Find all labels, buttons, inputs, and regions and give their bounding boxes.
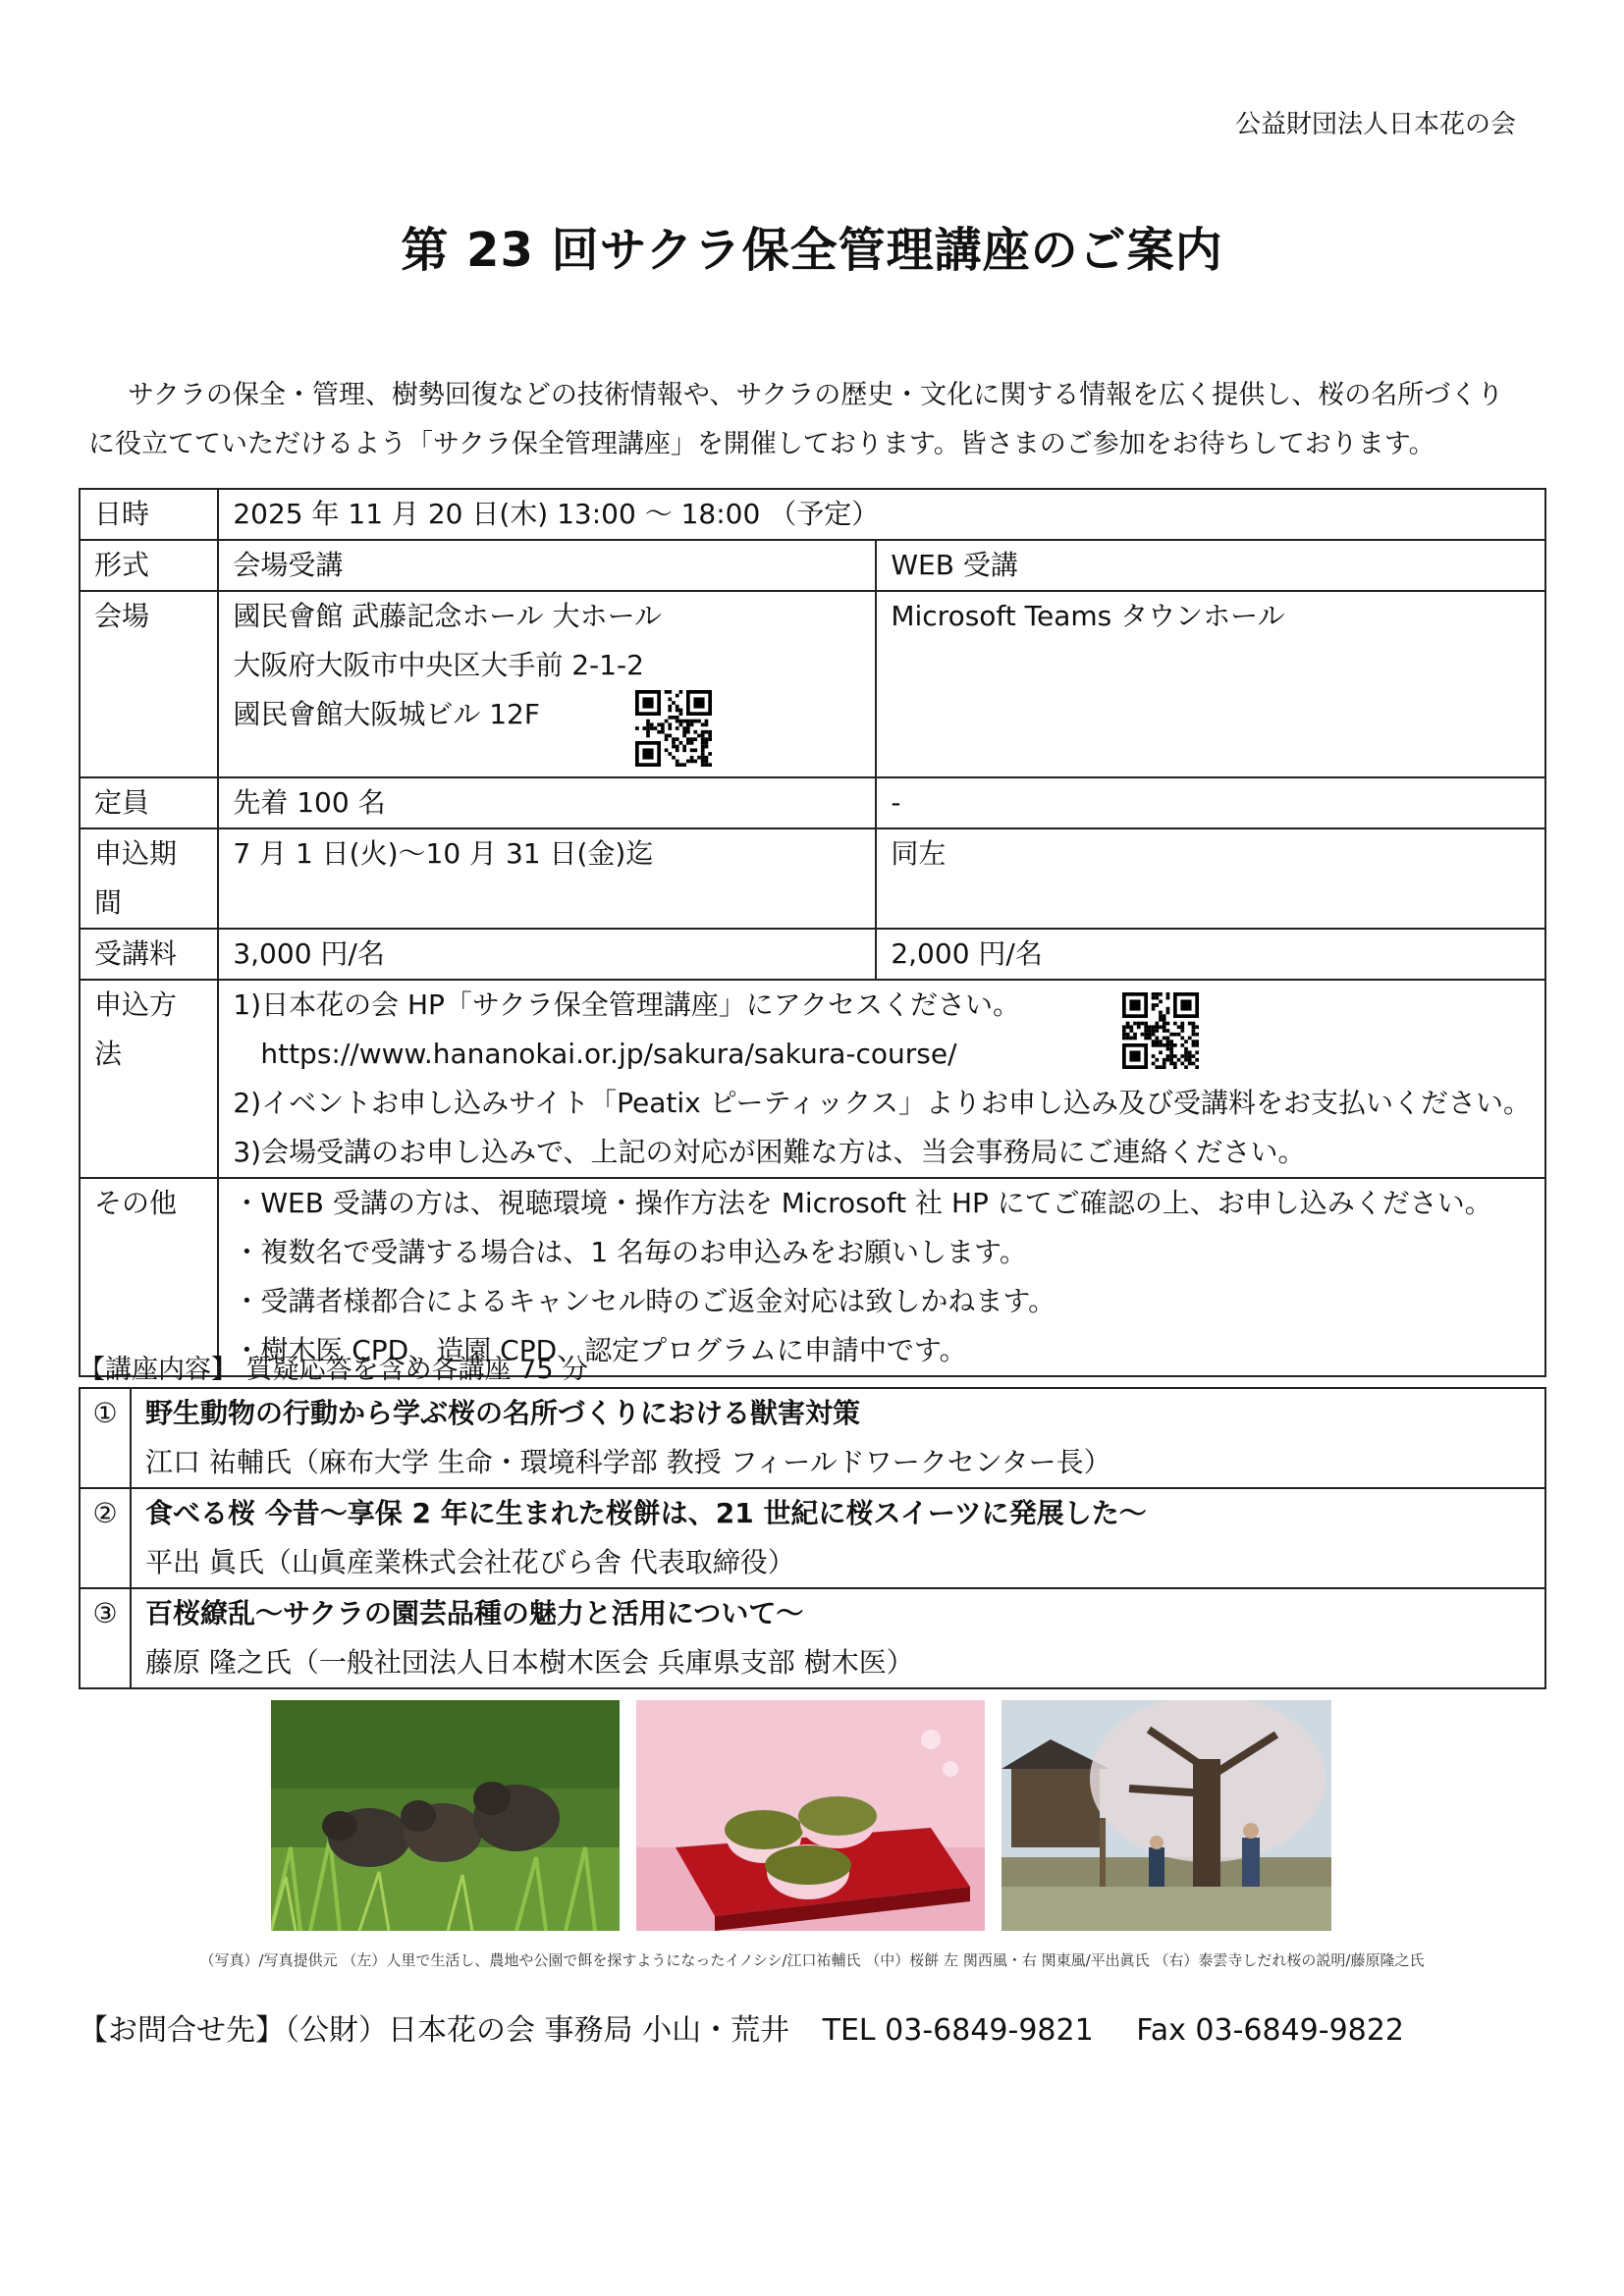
- lecture-title: 食べる桜 今昔～享保 2 年に生まれた桜餅は、21 世紀に桜スイーツに発展した～: [145, 1497, 1147, 1529]
- label-datetime: 日時: [80, 489, 218, 540]
- period-venue: 7 月 1 日(火)～10 月 31 日(金)迄: [218, 828, 876, 929]
- label-method: 申込方法: [80, 980, 218, 1178]
- contact-phone[interactable]: TEL 03-6849-9821: [822, 2013, 1094, 2048]
- label-format: 形式: [80, 540, 218, 591]
- lecture-row: [80, 1388, 1545, 1488]
- note-item: ・受講者様都合によるキャンセル時のご返金対応は致しかねます。: [233, 1285, 1056, 1317]
- row-place: [80, 591, 1545, 777]
- other-notes: [218, 1178, 1545, 1376]
- intro-line-1: サクラの保全・管理、樹勢回復などの技術情報や、サクラの歴史・文化に関する情報を広く提供し、桜の名所づくり: [128, 380, 1504, 410]
- venue-address: 大阪府大阪市中央区大手前 2-1-2: [233, 649, 644, 681]
- fee-web: 2,000 円/名: [876, 929, 1545, 980]
- label-capacity: 定員: [80, 777, 218, 828]
- lecture-title: 百桜繚乱～サクラの園芸品種の魅力と活用について～: [145, 1597, 804, 1629]
- format-venue: 会場受講: [218, 540, 876, 591]
- lecture-detail: [131, 1588, 1545, 1688]
- value-datetime: 2025 年 11 月 20 日(木) 13:00 ～ 18:00 （予定）: [218, 489, 1545, 540]
- lecture-speaker: 藤原 隆之氏（一般社団法人日本樹木医会 兵庫県支部 樹木医）: [145, 1646, 914, 1679]
- row-other: [80, 1178, 1545, 1376]
- lecture-number: ①: [80, 1388, 131, 1488]
- wild-boar-photo: [271, 1700, 620, 1931]
- intro-paragraph: [88, 371, 1542, 469]
- sakura-mochi-photo: [636, 1700, 985, 1931]
- row-format: [80, 540, 1545, 591]
- label-period: 申込期間: [80, 828, 218, 929]
- lecture-speaker: 江口 祐輔氏（麻布大学 生命・環境科学部 教授 フィールドワークセンター長）: [145, 1446, 1111, 1478]
- contact-label: 【お問合せ先】（公財）日本花の会 事務局 小山・荒井: [79, 2013, 790, 2048]
- event-info-table: [79, 488, 1546, 1377]
- period-web: 同左: [876, 828, 1545, 929]
- weeping-cherry-photo: [1001, 1700, 1331, 1931]
- page-title: 第 23 回サクラ保全管理講座のご案内: [401, 223, 1223, 278]
- course-url-link[interactable]: https://www.hananokai.or.jp/sakura/sakura-course/: [260, 1038, 957, 1070]
- method-step-3: 3)会場受講のお申し込みで、上記の対応が困難な方は、当会事務局にご連絡ください。: [233, 1136, 1306, 1168]
- fee-venue: 3,000 円/名: [218, 929, 876, 980]
- row-datetime: [80, 489, 1545, 540]
- capacity-venue: 先着 100 名: [218, 777, 876, 828]
- contact-info: [79, 2005, 1404, 2049]
- lecture-title: 野生動物の行動から学ぶ桜の名所づくりにおける獣害対策: [145, 1397, 861, 1429]
- lecture-row: [80, 1488, 1545, 1588]
- note-item: ・WEB 受講の方は、視聴環境・操作方法を Microsoft 社 HP にてご確認の上、お申し込みください。: [233, 1187, 1492, 1219]
- note-item: ・樹木医 CPD、造園 CPD、認定プログラムに申請中です。: [233, 1334, 967, 1366]
- organization-name: 公益財団法人日本花の会: [1234, 110, 1516, 139]
- lecture-row: [80, 1588, 1545, 1688]
- contact-fax: Fax 03-6849-9822: [1136, 2013, 1404, 2048]
- lecture-table: [79, 1387, 1546, 1689]
- lecture-speaker: 平出 眞氏（山眞産業株式会社花びら舎 代表取締役）: [145, 1546, 795, 1578]
- lecture-detail: [131, 1388, 1545, 1488]
- note-item: ・複数名で受講する場合は、1 名毎のお申込みをお願いします。: [233, 1236, 1027, 1268]
- method-step-1: 1)日本花の会 HP「サクラ保全管理講座」にアクセスください。: [233, 988, 1020, 1021]
- label-fee: 受講料: [80, 929, 218, 980]
- place-venue: [218, 591, 876, 777]
- label-place: 会場: [80, 591, 218, 777]
- venue-name: 國民會館 武藤記念ホール 大ホール: [233, 600, 663, 632]
- lecture-number: ②: [80, 1488, 131, 1588]
- lecture-number: ③: [80, 1588, 131, 1688]
- method-step-2: 2)イベントお申し込みサイト「Peatix ピーティックス」よりお申し込み及び受講料をお支払いください。: [233, 1087, 1531, 1119]
- row-capacity: [80, 777, 1545, 828]
- lecture-detail: [131, 1488, 1545, 1588]
- format-web: WEB 受講: [876, 540, 1545, 591]
- venue-map-qr-code[interactable]: [635, 690, 712, 767]
- intro-line-2: に役立てていただけるよう「サクラ保全管理講座」を開催しております。皆さまのご参加をお待ちしております。: [88, 429, 1435, 459]
- method-detail: [218, 980, 1545, 1178]
- row-method: [80, 980, 1545, 1178]
- row-period: [80, 828, 1545, 929]
- capacity-web: -: [876, 777, 1545, 828]
- photo-caption: （写真）/写真提供元 （左）人里で生活し、農地や公園で餌を探すようになったイノシシ/江口祐輔氏 （中）桜餅 左 関西風・右 関東風/平出眞氏 （右）泰雲寺しだれ桜の説明/藤原隆之氏: [199, 1951, 1425, 1969]
- place-web: Microsoft Teams タウンホール: [876, 591, 1545, 777]
- course-page-qr-code[interactable]: [1122, 992, 1199, 1069]
- photo-strip: [271, 1700, 1331, 1931]
- label-other: その他: [80, 1178, 218, 1376]
- row-fee: [80, 929, 1545, 980]
- lecture-section-heading: 【講座内容】 質疑応答を含め各講座 75 分: [79, 1355, 589, 1385]
- venue-building: 國民會館大阪城ビル 12F: [233, 698, 540, 730]
